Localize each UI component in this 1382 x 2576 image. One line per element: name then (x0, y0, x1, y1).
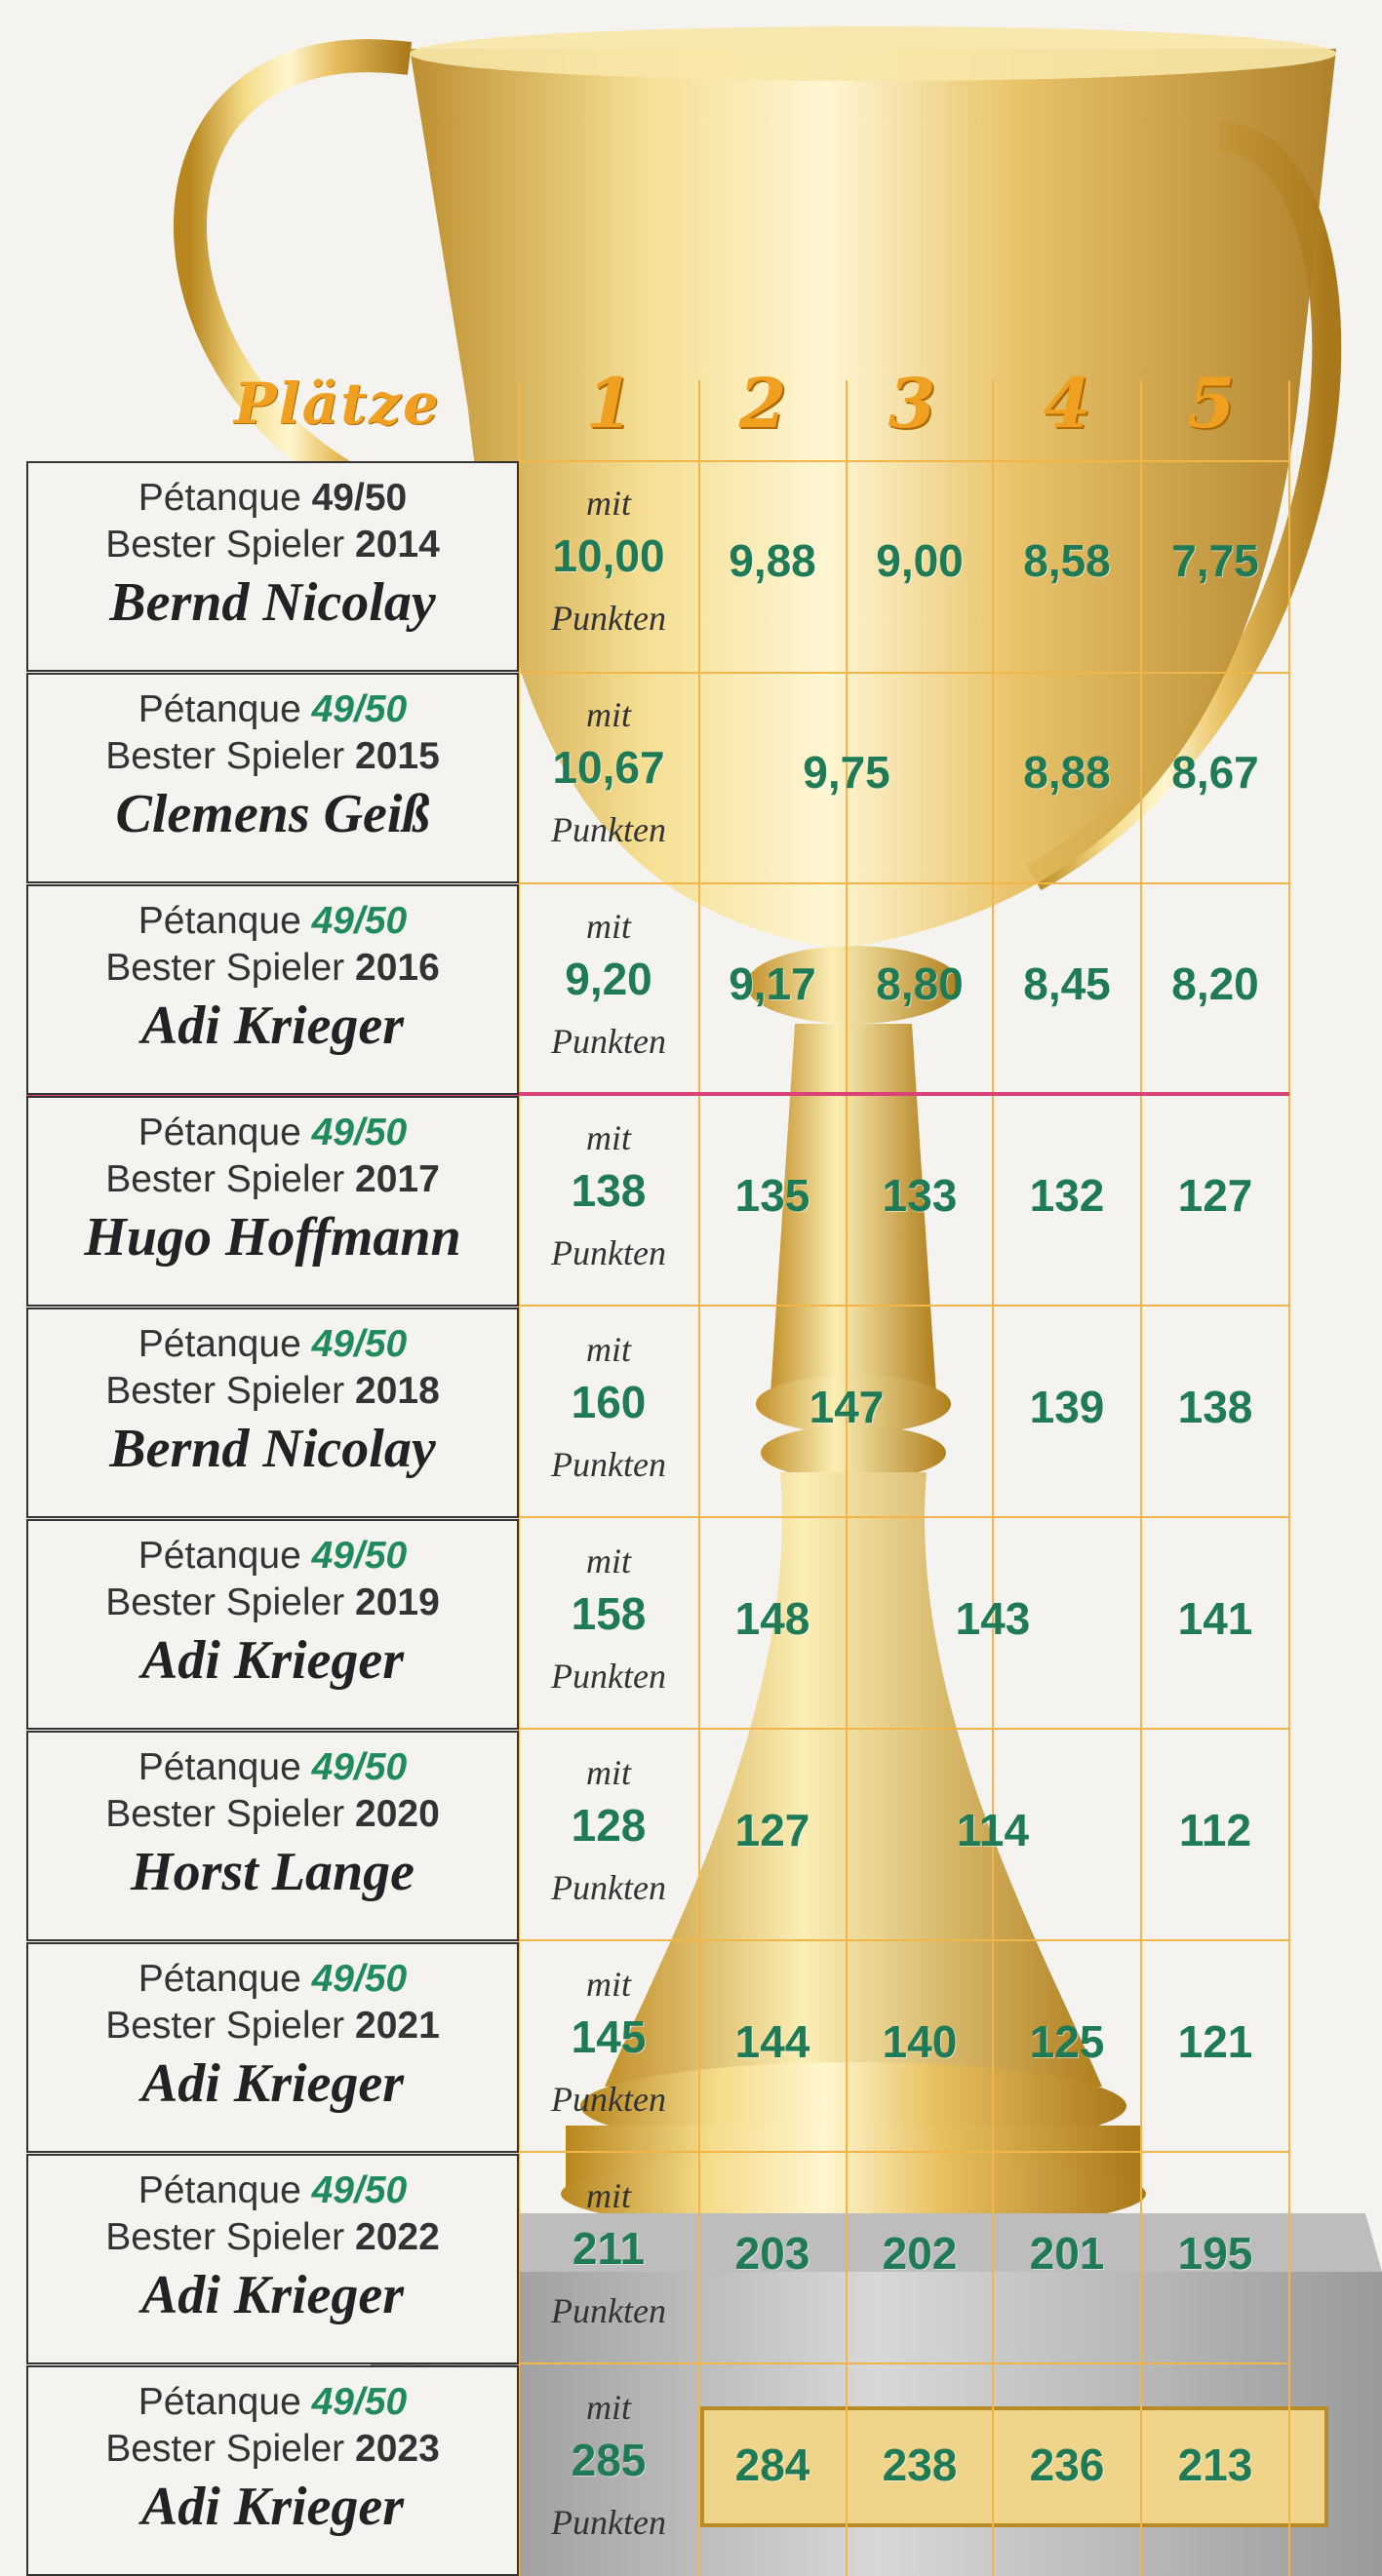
points-label: Punkten (551, 1233, 666, 1272)
points-label: Punkten (551, 1657, 666, 1696)
stem-knot-2 (761, 1425, 946, 1480)
column-header-5: 5 (1187, 363, 1236, 444)
player-name: Bernd Nicolay (109, 1419, 436, 1479)
club-label: 49/50 (311, 1112, 408, 1153)
player-cell-2018 (26, 1308, 519, 1518)
game-line (28, 1533, 517, 1580)
game-label: Pétanque (138, 688, 301, 730)
title-line (28, 2214, 517, 2261)
title-line (28, 522, 517, 568)
player-cell-2023 (26, 2365, 519, 2576)
winner-score: 10,67 (552, 742, 665, 793)
with-label: mit (585, 1965, 631, 2004)
game-line (28, 1321, 517, 1368)
place-score-2: 127 (734, 1805, 810, 1855)
place-score-5: 121 (1177, 2016, 1253, 2067)
club-label: 49/50 (311, 1535, 408, 1577)
place-score-5: 213 (1177, 2439, 1253, 2490)
club-label: 49/50 (311, 2381, 408, 2423)
player-name: Adi Krieger (140, 995, 405, 1056)
points-label: Punkten (551, 1445, 666, 1484)
club-label: 49/50 (311, 1323, 408, 1365)
year-label: 2018 (355, 1370, 440, 1412)
title-label: Bester Spieler (105, 735, 345, 777)
game-line (28, 1110, 517, 1156)
club-label: 49/50 (311, 688, 408, 730)
game-label: Pétanque (138, 1323, 301, 1365)
place-score-2: 144 (734, 2016, 810, 2067)
player-cell-2016 (26, 884, 519, 1095)
place-score-4: 138 (1177, 1382, 1253, 1432)
points-label: Punkten (551, 599, 666, 638)
game-label: Pétanque (138, 1112, 301, 1153)
year-label: 2017 (355, 1158, 440, 1200)
game-label: Pétanque (138, 1958, 301, 2000)
title-label: Bester Spieler (105, 2005, 345, 2047)
points-label: Punkten (551, 1868, 666, 1907)
year-label: 2014 (355, 524, 440, 566)
player-cell-2021 (26, 1942, 519, 2153)
points-label: Punkten (551, 2080, 666, 2119)
column-header-1: 1 (585, 363, 634, 444)
place-score-3: 238 (882, 2439, 958, 2490)
place-score-5: 127 (1177, 1170, 1253, 1221)
place-score-4: 8,58 (1023, 535, 1111, 586)
title-label: Bester Spieler (105, 2216, 345, 2258)
place-score-5: 195 (1177, 2228, 1253, 2279)
with-label: mit (585, 695, 631, 734)
winner-score: 160 (571, 1377, 647, 1427)
winner-score: 128 (571, 1800, 647, 1851)
places-heading: Plätze (234, 371, 441, 437)
place-score-2: 203 (734, 2228, 810, 2279)
winner-score: 158 (571, 1588, 647, 1639)
with-label: mit (585, 2388, 631, 2427)
points-label: Punkten (551, 1022, 666, 1061)
player-name: Horst Lange (131, 1842, 415, 1902)
title-label: Bester Spieler (105, 1581, 345, 1623)
title-line (28, 945, 517, 992)
place-score-4: 132 (1029, 1170, 1105, 1221)
title-line (28, 1156, 517, 1203)
game-label: Pétanque (138, 1535, 301, 1577)
place-score-2: 147 (809, 1382, 885, 1432)
place-score-3: 8,80 (876, 958, 964, 1009)
year-label: 2022 (355, 2216, 440, 2258)
game-label: Pétanque (138, 2381, 301, 2423)
place-score-5: 7,75 (1171, 535, 1259, 586)
column-header-2: 2 (738, 363, 787, 444)
place-score-4: 201 (1029, 2228, 1105, 2279)
points-label: Punkten (551, 2503, 666, 2542)
winner-score: 145 (571, 2011, 647, 2062)
with-label: mit (585, 1330, 631, 1369)
winner-score: 285 (571, 2435, 647, 2485)
game-line (28, 686, 517, 733)
game-line (28, 2167, 517, 2214)
place-score-2: 148 (734, 1593, 810, 1644)
player-cell-2020 (26, 1731, 519, 1941)
with-label: mit (585, 1118, 631, 1157)
with-label: mit (585, 1542, 631, 1581)
title-label: Bester Spieler (105, 524, 345, 566)
place-score-3: 9,00 (876, 535, 964, 586)
club-label: 49/50 (311, 1746, 408, 1788)
place-score-3: 133 (882, 1170, 958, 1221)
winner-score: 138 (571, 1165, 647, 1216)
game-line (28, 1744, 517, 1791)
place-score-2: 135 (734, 1170, 810, 1221)
title-line (28, 2426, 517, 2473)
title-line (28, 1791, 517, 1838)
left-handle (190, 56, 410, 507)
place-score-2: 9,88 (729, 535, 816, 586)
player-name: Bernd Nicolay (109, 572, 436, 633)
place-score-5: 8,20 (1171, 958, 1259, 1009)
player-cell-2019 (26, 1519, 519, 1730)
game-label: Pétanque (138, 2169, 301, 2211)
title-line (28, 733, 517, 780)
place-score-3: 114 (956, 1805, 1030, 1855)
place-score-4: 236 (1029, 2439, 1105, 2490)
place-score-4: 141 (1177, 1593, 1253, 1644)
place-score-4: 125 (1029, 2016, 1105, 2067)
game-line (28, 2379, 517, 2426)
title-label: Bester Spieler (105, 947, 345, 989)
title-label: Bester Spieler (105, 1158, 345, 1200)
with-label: mit (585, 1753, 631, 1792)
year-label: 2021 (355, 2005, 440, 2047)
game-label: Pétanque (138, 900, 301, 942)
club-label: 49/50 (311, 1958, 408, 2000)
club-label: 49/50 (311, 477, 408, 519)
game-line (28, 1956, 517, 2003)
winner-score: 10,00 (552, 530, 665, 581)
game-line (28, 898, 517, 945)
player-cell-2015 (26, 673, 519, 883)
place-score-2: 9,17 (729, 958, 816, 1009)
player-cell-2022 (26, 2154, 519, 2364)
club-label: 49/50 (311, 900, 408, 942)
column-header-3: 3 (888, 363, 936, 444)
winner-score: 9,20 (565, 954, 652, 1004)
place-score-3: 202 (882, 2228, 958, 2279)
game-label: Pétanque (138, 1746, 301, 1788)
year-label: 2019 (355, 1581, 440, 1623)
column-header-4: 4 (1043, 363, 1091, 444)
place-score-2: 284 (734, 2439, 810, 2490)
year-label: 2015 (355, 735, 440, 777)
title-line (28, 1368, 517, 1415)
with-label: mit (585, 484, 631, 523)
year-label: 2016 (355, 947, 440, 989)
title-label: Bester Spieler (105, 2428, 345, 2470)
player-name: Adi Krieger (140, 2265, 405, 2325)
player-cell-2014 (26, 461, 519, 672)
club-label: 49/50 (311, 2169, 408, 2211)
player-name: Adi Krieger (140, 2477, 405, 2537)
year-label: 2020 (355, 1793, 440, 1835)
with-label: mit (585, 907, 631, 946)
title-label: Bester Spieler (105, 1793, 345, 1835)
place-score-3: 143 (955, 1593, 1031, 1644)
player-name: Clemens Geiß (115, 784, 430, 844)
cup-rim (410, 26, 1336, 81)
title-line (28, 2003, 517, 2049)
game-line (28, 475, 517, 522)
place-score-3: 8,88 (1023, 747, 1111, 798)
place-score-3: 140 (882, 2016, 958, 2067)
place-score-4: 8,67 (1171, 747, 1259, 798)
with-label: mit (585, 2176, 631, 2215)
player-name: Adi Krieger (140, 1630, 405, 1691)
game-label: Pétanque (138, 477, 301, 519)
player-name: Adi Krieger (140, 2053, 405, 2114)
winner-score: 211 (572, 2223, 646, 2274)
place-score-4: 112 (1178, 1805, 1252, 1855)
points-label: Punkten (551, 810, 666, 849)
title-label: Bester Spieler (105, 1370, 345, 1412)
title-line (28, 1580, 517, 1626)
place-score-4: 8,45 (1023, 958, 1111, 1009)
place-score-2: 9,75 (803, 747, 890, 798)
year-label: 2023 (355, 2428, 440, 2470)
player-cell-2017 (26, 1096, 519, 1307)
place-score-3: 139 (1029, 1382, 1105, 1432)
points-label: Punkten (551, 2291, 666, 2330)
player-name: Hugo Hoffmann (84, 1207, 461, 1268)
